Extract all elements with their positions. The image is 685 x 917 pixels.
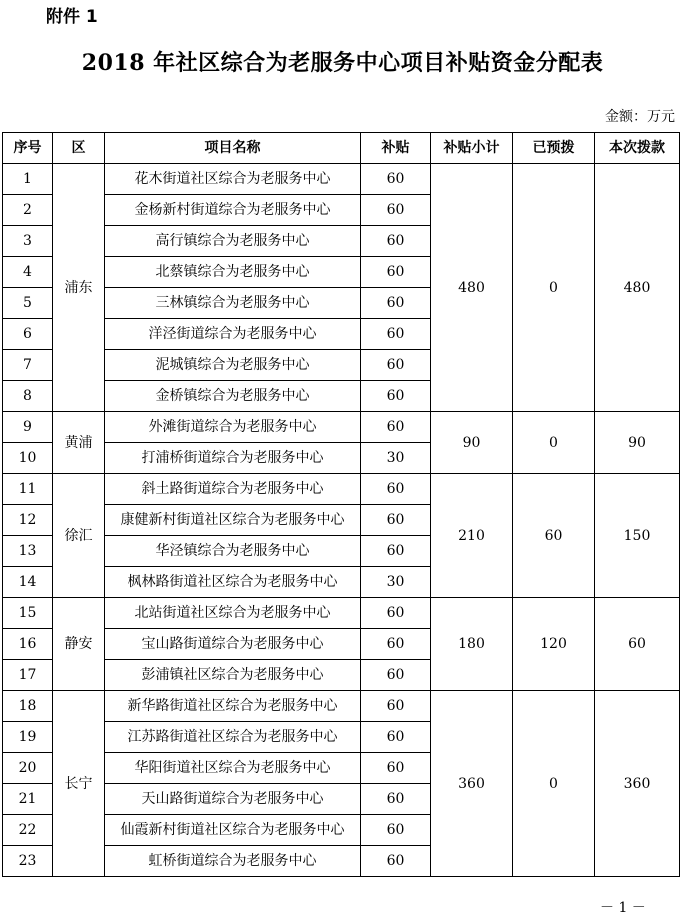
subsidy-cell: 60 <box>361 722 431 753</box>
current-cell: 360 <box>595 691 680 877</box>
row-seq: 17 <box>3 660 53 691</box>
project-name: 新华路街道社区综合为老服务中心 <box>105 691 361 722</box>
row-seq: 11 <box>3 474 53 505</box>
subsidy-cell: 30 <box>361 443 431 474</box>
subsidy-cell: 60 <box>361 660 431 691</box>
district-cell: 长宁 <box>53 691 105 877</box>
project-name: 外滩街道综合为老服务中心 <box>105 412 361 443</box>
row-seq: 8 <box>3 381 53 412</box>
unit-label: 金额：万元 <box>605 109 675 125</box>
prepaid-cell: 0 <box>513 164 595 412</box>
subsidy-cell: 60 <box>361 164 431 195</box>
subtotal-cell: 210 <box>431 474 513 598</box>
subtotal-cell: 180 <box>431 598 513 691</box>
project-name: 北站街道社区综合为老服务中心 <box>105 598 361 629</box>
subsidy-cell: 60 <box>361 381 431 412</box>
district-cell: 徐汇 <box>53 474 105 598</box>
prepaid-cell: 120 <box>513 598 595 691</box>
row-seq: 6 <box>3 319 53 350</box>
prepaid-cell: 0 <box>513 412 595 474</box>
project-name: 华阳街道社区综合为老服务中心 <box>105 753 361 784</box>
row-seq: 21 <box>3 784 53 815</box>
table-row <box>3 598 680 629</box>
current-cell: 150 <box>595 474 680 598</box>
row-seq: 5 <box>3 288 53 319</box>
subsidy-cell: 60 <box>361 412 431 443</box>
table-row <box>3 691 680 722</box>
header-seq: 序号 <box>3 133 53 164</box>
subtotal-cell: 360 <box>431 691 513 877</box>
prepaid-cell: 60 <box>513 474 595 598</box>
allocation-table <box>2 132 680 877</box>
subsidy-cell: 60 <box>361 598 431 629</box>
row-seq: 14 <box>3 567 53 598</box>
subsidy-cell: 60 <box>361 319 431 350</box>
subsidy-cell: 60 <box>361 505 431 536</box>
row-seq: 9 <box>3 412 53 443</box>
project-name: 花木街道社区综合为老服务中心 <box>105 164 361 195</box>
subsidy-cell: 30 <box>361 567 431 598</box>
row-seq: 3 <box>3 226 53 257</box>
subsidy-cell: 60 <box>361 691 431 722</box>
subsidy-cell: 60 <box>361 226 431 257</box>
prepaid-cell: 0 <box>513 691 595 877</box>
subtotal-cell: 90 <box>431 412 513 474</box>
project-name: 天山路街道综合为老服务中心 <box>105 784 361 815</box>
document-title: 2018 年社区综合为老服务中心项目补贴资金分配表 <box>81 50 604 76</box>
project-name: 金杨新村街道综合为老服务中心 <box>105 195 361 226</box>
row-seq: 13 <box>3 536 53 567</box>
subsidy-cell: 60 <box>361 784 431 815</box>
row-seq: 7 <box>3 350 53 381</box>
subsidy-cell: 60 <box>361 629 431 660</box>
subsidy-cell: 60 <box>361 195 431 226</box>
row-seq: 16 <box>3 629 53 660</box>
table-row <box>3 474 680 505</box>
district-cell: 浦东 <box>53 164 105 412</box>
header-current: 本次拨款 <box>595 133 680 164</box>
project-name: 华泾镇综合为老服务中心 <box>105 536 361 567</box>
row-seq: 4 <box>3 257 53 288</box>
header-prepaid: 已预拨 <box>513 133 595 164</box>
current-cell: 480 <box>595 164 680 412</box>
project-name: 洋泾街道综合为老服务中心 <box>105 319 361 350</box>
header-subtotal: 补贴小计 <box>431 133 513 164</box>
project-name: 宝山路街道综合为老服务中心 <box>105 629 361 660</box>
project-name: 江苏路街道社区综合为老服务中心 <box>105 722 361 753</box>
table-row <box>3 412 680 443</box>
project-name: 北蔡镇综合为老服务中心 <box>105 257 361 288</box>
header-district: 区 <box>53 133 105 164</box>
project-name: 高行镇综合为老服务中心 <box>105 226 361 257</box>
current-cell: 60 <box>595 598 680 691</box>
subsidy-cell: 60 <box>361 257 431 288</box>
row-seq: 12 <box>3 505 53 536</box>
subsidy-cell: 60 <box>361 536 431 567</box>
project-name: 康健新村街道社区综合为老服务中心 <box>105 505 361 536</box>
table-header-row <box>3 133 680 164</box>
project-name: 枫林路街道社区综合为老服务中心 <box>105 567 361 598</box>
header-subsidy: 补贴 <box>361 133 431 164</box>
subtotal-cell: 480 <box>431 164 513 412</box>
row-seq: 2 <box>3 195 53 226</box>
row-seq: 1 <box>3 164 53 195</box>
row-seq: 19 <box>3 722 53 753</box>
current-cell: 90 <box>595 412 680 474</box>
row-seq: 10 <box>3 443 53 474</box>
row-seq: 23 <box>3 846 53 877</box>
table-row <box>3 164 680 195</box>
row-seq: 15 <box>3 598 53 629</box>
subsidy-cell: 60 <box>361 815 431 846</box>
table-body <box>3 164 680 877</box>
district-cell: 黄浦 <box>53 412 105 474</box>
project-name: 斜土路街道综合为老服务中心 <box>105 474 361 505</box>
project-name: 三林镇综合为老服务中心 <box>105 288 361 319</box>
project-name: 彭浦镇社区综合为老服务中心 <box>105 660 361 691</box>
row-seq: 18 <box>3 691 53 722</box>
project-name: 打浦桥街道综合为老服务中心 <box>105 443 361 474</box>
subsidy-cell: 60 <box>361 288 431 319</box>
subsidy-cell: 60 <box>361 753 431 784</box>
district-cell: 静安 <box>53 598 105 691</box>
project-name: 虹桥街道综合为老服务中心 <box>105 846 361 877</box>
project-name: 金桥镇综合为老服务中心 <box>105 381 361 412</box>
subsidy-cell: 60 <box>361 474 431 505</box>
subsidy-cell: 60 <box>361 846 431 877</box>
header-project: 项目名称 <box>105 133 361 164</box>
attachment-label: 附件 1 <box>46 7 98 27</box>
row-seq: 22 <box>3 815 53 846</box>
project-name: 仙霞新村街道社区综合为老服务中心 <box>105 815 361 846</box>
project-name: 泥城镇综合为老服务中心 <box>105 350 361 381</box>
subsidy-cell: 60 <box>361 350 431 381</box>
page-number: － 1 － <box>600 900 646 916</box>
row-seq: 20 <box>3 753 53 784</box>
